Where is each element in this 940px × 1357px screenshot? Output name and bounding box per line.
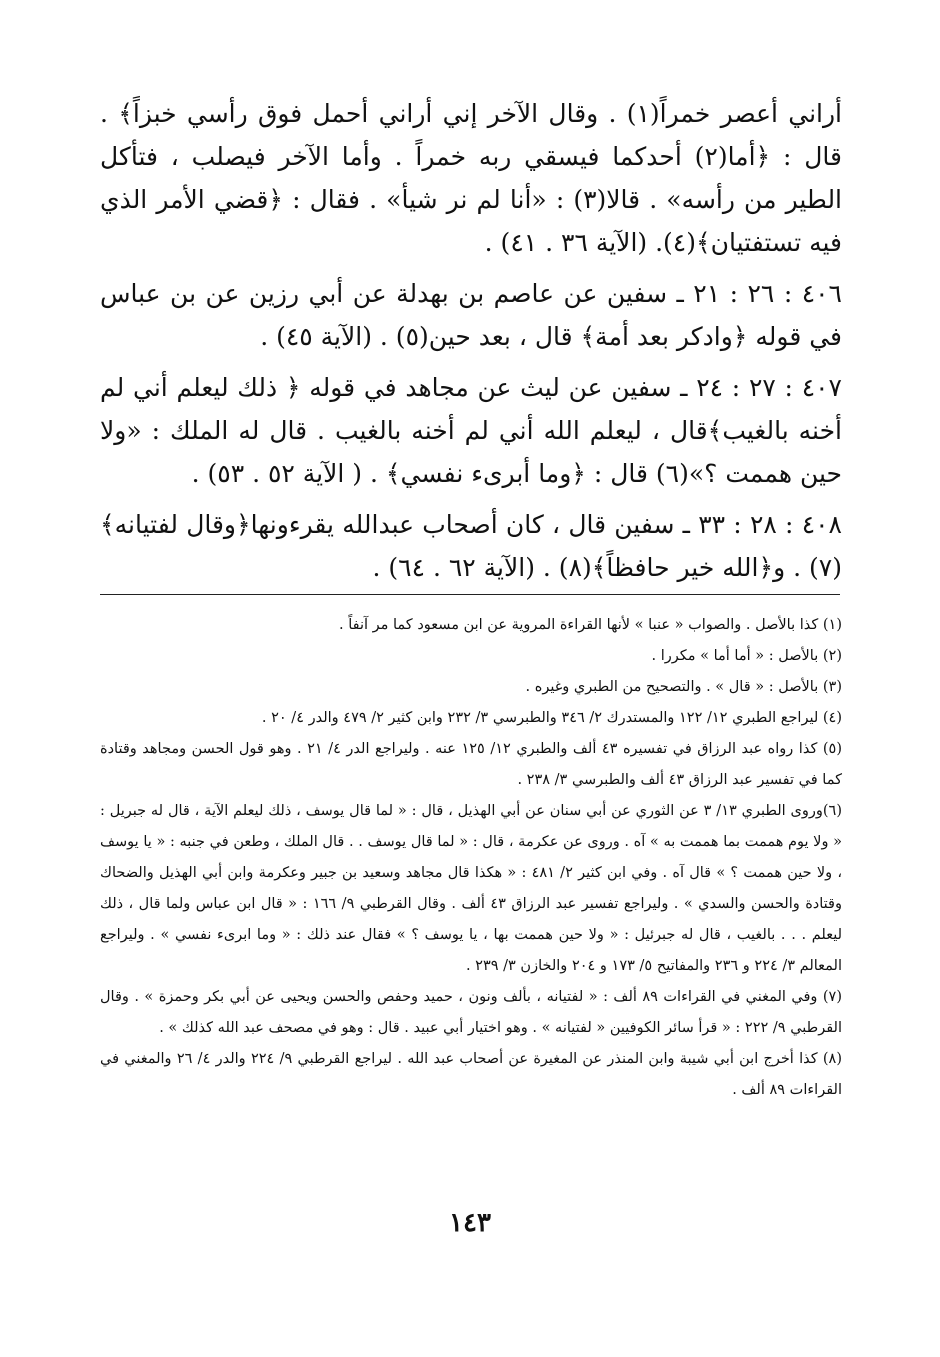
footnote: (٤) ليراجع الطبري ١٢/ ١٢٢ والمستدرك ٢/ ٣٤٦ والطبرسي ٣/ ٢٣٢ وابن كثير ٢/ ٤٧٩ والدر ٤/ ٢٠ . [261,710,842,726]
paragraph: ٤٠٨ : ٢٨ : ٣٣ ـ سفين قال ، كان أصحاب عبدالله يقرءونها﴿وقال لفتيانه﴾(٧) . و﴿الله خير حافظاً﴾(٨) . (الآية ٦٢ . ٦٤) . [100,510,842,582]
footnotes [100,610,842,1106]
footnote: (٣) بالأصل : « قال » . والتصحيح من الطبري وغيره . [525,679,842,695]
footnote: (٥) كذا رواه عبد الرزاق في تفسيره ٤٣ ألف والطبري ١٢/ ١٢٥ عنه . وليراجع الدر ٤/ ٢١ . وهو قول الحسن ومجاهد وقتادة كما في تفسير عبد الرزاق ٤٣ ألف والطبرسي ٣/ ٢٣٨ . [100,741,842,788]
main-text [100,92,842,597]
paragraph: ٤٠٧ : ٢٧ : ٢٤ ـ سفين عن ليث عن مجاهد في قوله ﴿ ذلك ليعلم أني لم أخنه بالغيب﴾قال ، ليعلم الله أني لم أخنه بالغيب . قال له الملك : «ولا حين هممت ؟»(٦) قال : ﴿وما أبرىء نفسي﴾ . ( الآية ٥٢ . ٥٣) . [100,373,842,488]
footnote: (٢) بالأصل : « أما أما » مكررا . [651,648,842,664]
footnote-divider [100,594,840,595]
footnote: (٧) وفي المغني في القراءات ٨٩ ألف : « لفتيانه ، بألف ونون ، حميد وحفص والحسن ويحيى عن أبي بكر وحمزة » . وقال القرطبي ٩/ ٢٢٢ : « قرأ سائر الكوفيين « لفتيانه » . وهو اختيار أبي عبيد . قال : وهو في مصحف عبد الله كذلك » . [100,989,842,1036]
paragraph: أراني أعصر خمراً(١) . وقال الآخر إني أراني أحمل فوق رأسي خبزاً﴾ . قال : ﴿أما(٢) أحدكما فيسقي ربه خمراً . وأما الآخر فيصلب ، فتأكل الطير من رأسه» . قالا(٣) : «أنا لم نر شيأ» . فقال : ﴿قضي الأمر الذي فيه تستفتيان﴾(٤). (الآية ٣٦ . ٤١) . [100,99,843,257]
footnote: (٦)وروى الطبري ١٣/ ٣ عن الثوري عن أبي سنان عن أبي الهذيل ، قال : « لما قال يوسف ، ذلك ليعلم الآية ، قال له جبريل : « ولا يوم هممت بما هممت به » آه . وروى عن عكرمة ، قال : « لما قال يوسف . . قال الملك ، وطعن في جنبه : « يا يوسف ، ولا حين هممت ؟ » قال آه . وفي ابن كثير ٢/ ٤٨١ : « هكذا قال مجاهد وسعيد بن جبير وعكرمة وابن أبي الهذيل والضحاك وقتادة والحسن والسدي » . وليراجع تفسير عبد الرزاق ٤٣ ألف . وقال القرطبي ٩/ ١٦٦ : « قال ابن عباس ولما قال ، ذلك ليعلم . . . بالغيب ، قال له جبرئيل : « ولا حين هممت بها ، يا يوسف ؟ » فقال عند ذلك : « وما ابرىء نفسي » . وليراجع المعالم ٣/ ٢٢٤ و ٢٣٦ والمفاتيح ٥/ ١٧٣ و ٢٠٤ والخازن ٣/ ٢٣٩ . [100,803,843,974]
page-number: ١٤٣ [449,1208,491,1238]
paragraph: ٤٠٦ : ٢٦ : ٢١ ـ سفين عن عاصم بن بهدلة عن أبي رزين عن بن عباس في قوله ﴿وادكر بعد أمة﴾ قال ، بعد حين(٥) . (الآية ٤٥) . [100,279,842,351]
footnote: (٨) كذا أخرج ابن أبي شيبة وابن المنذر عن المغيرة عن أصحاب عبد الله . ليراجع القرطبي ٩/ ٢٢٤ والدر ٤/ ٢٦ والمغني في القراءات ٨٩ ألف . [100,1051,843,1098]
footnote: (١) كذا بالأصل . والصواب « عنبا » لأنها القراءة المروية عن ابن مسعود كما مر آنفاً . [338,617,842,633]
